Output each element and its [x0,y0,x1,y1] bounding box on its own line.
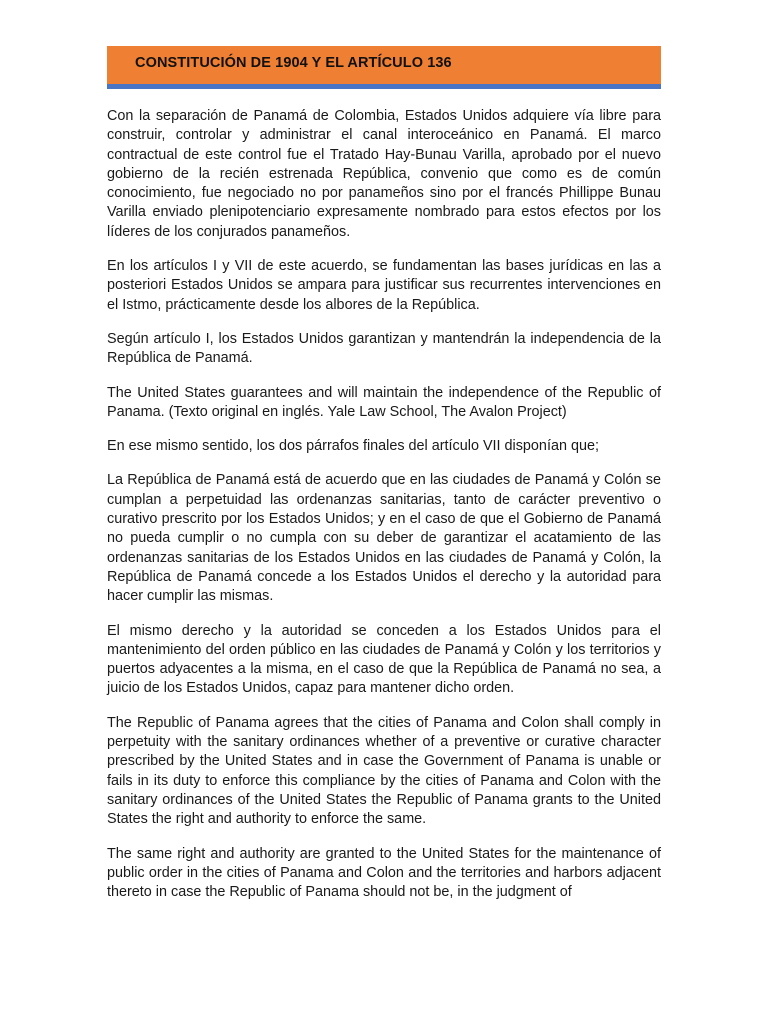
paragraph-public-order-english: The same right and authority are granted to the United States for the maintenance of public order in the cities of Panama and Colon and the territories and harbors adjacent thereto in case the Republic of Panama should not be, in the judgment of [107,845,661,901]
paragraph-articles: En los artículos I y VII de este acuerdo, se fundamentan las bases jurídicas en las a posteriori Estados Unidos se ampara para justificar sus recurrentes intervenciones en el Istmo, prácticamente desde los albores de la República. [107,258,661,313]
paragraph-public-order: El mismo derecho y la autoridad se conceden a los Estados Unidos para el mantenimiento del orden público en las ciudades de Panamá y Colón y los territorios y puertos adyacentes a la misma, en el caso de que la República de Panamá no sea, a juicio de los Estados Unidos, capaz para mantener dicho orden. [107,622,661,697]
section-header-bar [107,46,661,84]
paragraph-sanitary-ordinances: La República de Panamá está de acuerdo que en las ciudades de Panamá y Colón se cumplan a perpetuidad las ordenanzas sanitarias, tanto de carácter preventivo o curativo prescrito por los Estados Unidos; y en el caso de que el Gobierno de Panamá no pueda cumplir o no cumpla con su deber de garantizar el acatamiento de las ordenanzas sanitarias de los Estados Unidos en las ciudades de Panamá y Colón, la República de Panamá concede a los Estados Unidos el derecho y la autoridad para hacer cumplir las mismas. [107,472,661,605]
header-underline-rule [107,84,661,89]
document-body [107,107,661,917]
paragraph-separation: Con la separación de Panamá de Colombia, Estados Unidos adquiere vía libre para construir, controlar y administrar el canal interoceánico en Panamá. El marco contractual de este control fue el Tratado Hay-Bunau Varilla, aprobado por el nuevo gobierno de la recién estrenada República, convenio que como es de común conocimiento, fue negociado no por panameños sino por el francés Phillippe Bunau Varilla enviado plenipotenciario expresamente nombrado para estos efectos por los líderes de los conjurados panameños. [107,108,661,240]
paragraph-article-one: Según artículo I, los Estados Unidos garantizan y mantendrán la independencia de la República de Panamá. [107,330,661,367]
section-title: CONSTITUCIÓN DE 1904 Y EL ARTÍCULO 136 [135,55,452,71]
paragraph-sanitary-english: The Republic of Panama agrees that the cities of Panama and Colon shall comply in perpetuity with the sanitary ordinances whether of a preventive or curative character prescribed by the United States and in case the Government of Panama is unable or fails in its duty to enforce this compliance by the cities of Panama and Colon with the sanitary ordinances of the United States the Republic of Panama grants to the United States the right and authority to enforce the same. [107,714,661,828]
paragraph-article-seven-intro: En ese mismo sentido, los dos párrafos finales del artículo VII disponían que; [107,438,599,455]
paragraph-article-one-english: The United States guarantees and will maintain the independence of the Republic of Panama. (Texto original en inglés. Yale Law School, The Avalon Project) [107,384,661,420]
